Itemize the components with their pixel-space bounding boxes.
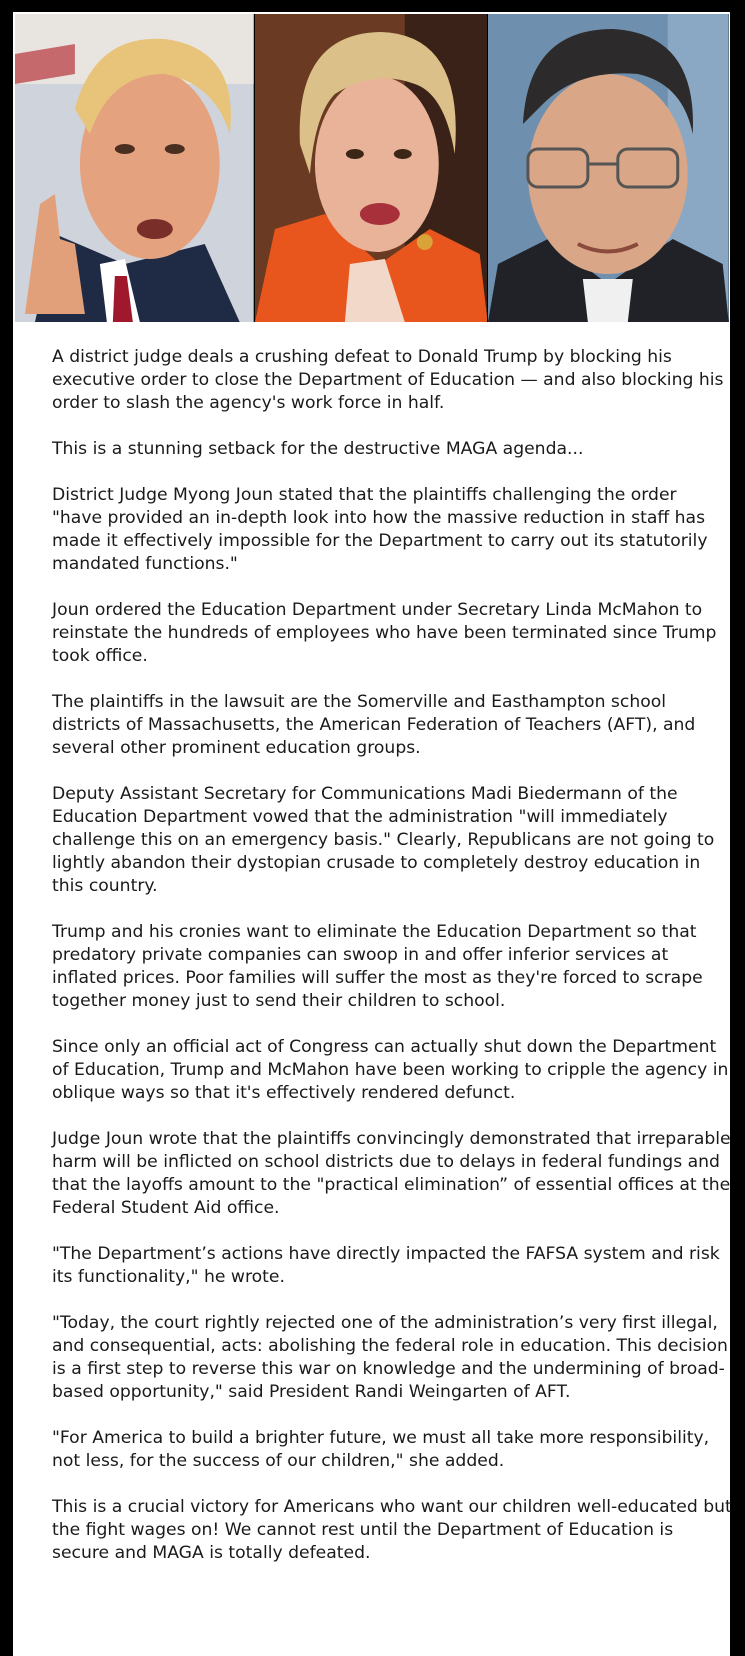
photo-collage — [15, 14, 729, 322]
paragraph: Deputy Assistant Secretary for Communications Madi Biedermann of the Education Department vowed that the administration "will immediately challenge this on an emergency basis." Clearly, Republicans are not going to lightly abandon their dystopian crusade to completely destroy education in this country. — [52, 784, 715, 896]
paragraph: Joun ordered the Education Department under Secretary Linda McMahon to reinstate the hundreds of employees who have been terminated since Trump took office. — [52, 600, 717, 666]
photo-man-pointing — [15, 14, 254, 322]
paragraph: The plaintiffs in the lawsuit are the Somerville and Easthampton school districts of Massachusetts, the American Federation of Teachers (AFT), and several other prominent education groups. — [52, 692, 696, 758]
paragraph: This is a stunning setback for the destructive MAGA agenda... — [52, 439, 584, 459]
paragraph: "Today, the court rightly rejected one of the administration’s very first illegal, and consequential, acts: abolishing the federal role in education. This decision is a first step to reverse this war on knowledge and the undermining of broad-based opportunity," said President Randi Weingarten of AFT. — [52, 1313, 728, 1402]
paragraph: A district judge deals a crushing defeat to Donald Trump by blocking his executive order to close the Department of Education — and also blocking his order to slash the agency's work force in half. — [52, 347, 724, 413]
paragraph: Trump and his cronies want to eliminate the Education Department so that predatory private companies can swoop in and offer inferior services at inflated prices. Poor families will suffer the most as they're forced to scrape together money just to send their children to school. — [52, 922, 703, 1011]
paragraph: Judge Joun wrote that the plaintiffs convincingly demonstrated that irreparable harm will be inflicted on school districts due to delays in federal fundings and that the layoffs amount to the "practical elimination” of essential offices at the Federal Student Aid office. — [52, 1129, 731, 1218]
photo-woman-speaking — [255, 14, 488, 322]
paragraph: Since only an official act of Congress can actually shut down the Department of Education, Trump and McMahon have been working to cripple the agency in oblique ways so that it's effectively rendered defunct. — [52, 1037, 729, 1103]
photo-man-glasses — [488, 14, 729, 322]
paragraph: This is a crucial victory for Americans who want our children well-educated but the fight wages on! We cannot rest until the Department of Education is secure and MAGA is totally defeated. — [52, 1497, 732, 1563]
paragraph: "The Department’s actions have directly impacted the FAFSA system and risk its functionality," he wrote. — [52, 1244, 720, 1287]
article-body — [52, 346, 732, 1588]
post-frame — [13, 12, 730, 1656]
paragraph: "For America to build a brighter future, we must all take more responsibility, not less, for the success of our children," she added. — [52, 1428, 710, 1471]
paragraph: District Judge Myong Joun stated that the plaintiffs challenging the order "have provided an in-depth look into how the massive reduction in staff has made it effectively impossible for the Department to carry out its statutorily mandated functions." — [52, 485, 708, 574]
